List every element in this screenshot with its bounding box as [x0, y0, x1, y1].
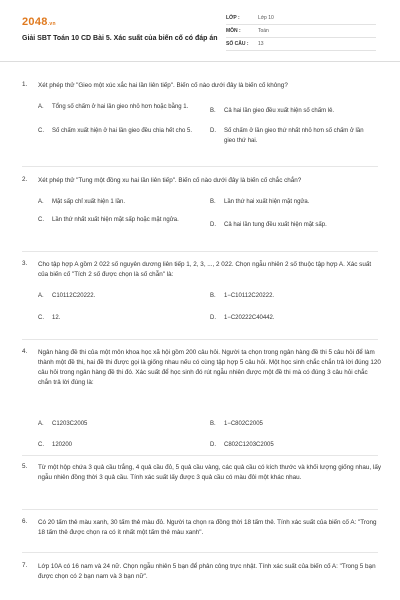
question-5: [22, 463, 382, 503]
question-number: 5.: [22, 463, 28, 470]
question-2: 2. Xét phép thử "Tung một đồng xu hai lần liên tiếp". Biến cố nào dưới đây là biến cố chắc chắn? A. Mặt sấp chỉ xuất hiện 1 lần. B. Lần thứ hai xuất hiện mặt ngửa. C. Lần thứ nhất xuất hiện mặt sấp hoặc mặt ngửa. D. Cả hai lần tung đều xuất hiện mặt sấp.: [22, 176, 382, 240]
divider: [22, 339, 378, 340]
meta-table: [226, 12, 376, 51]
divider: [22, 251, 378, 252]
question-number: 2.: [22, 176, 28, 183]
question-text: Xét phép thử "Gieo một xúc xắc hai lần liên tiếp". Biến cố nào dưới đây là biến cố không?: [38, 82, 288, 89]
meta-value: Toán: [258, 28, 269, 34]
question-text: Có 20 tấm thẻ màu xanh, 30 tấm thẻ màu đỏ. Người ta chọn ra đồng thời 18 tấm thẻ. Tính xác suất của biến cố A: "Trong 18 tấm thẻ được chọn ra có ít nhất một tấm thẻ màu xanh".: [38, 519, 377, 536]
meta-label: MÔN :: [226, 28, 241, 34]
site-logo[interactable]: 2048.vn: [22, 16, 56, 28]
divider: [22, 509, 378, 510]
question-number: 1.: [22, 81, 28, 88]
divider: [22, 552, 378, 553]
question-7: [22, 562, 382, 592]
question-1: 1. Xét phép thử "Gieo một xúc xắc hai lần liên tiếp". Biến cố nào dưới đây là biến cố không? A. Tổng số chấm ở hai lần gieo nhỏ hơn hoặc bằng 1. B. Cả hai lần gieo đều xuất hiện số chấm lẻ. C. Số chấm xuất hiện ở hai lần gieo đều chia hết cho 5. D. Số chấm ở lần gieo thứ nhất nhỏ hơn số chấm ở lần gieo thứ hai.: [22, 81, 382, 147]
question-text: Xét phép thử "Tung một đồng xu hai lần liên tiếp". Biến cố nào dưới đây là biến cố chắc chắn?: [38, 177, 302, 184]
question-number: 3.: [22, 260, 28, 267]
meta-row-class: [226, 12, 376, 25]
meta-label: LỚP :: [226, 15, 240, 21]
question-text: Ngân hàng đề thi của một môn khoa học xã hội gồm 200 câu hỏi. Người ta chọn trong ngân hàng đề thi 5 câu hỏi để làm thành một đề thi, hai đề thi được gọi là giống nhau nếu có cùng tập hợp 5 câu hỏi. Một học sinh chắc chắn trả lời đúng 120 câu hỏi trong ngân hàng đề thi đó. Xác suất để học sinh đó rút ngẫu nhiên được một đề thi mà có đúng 3 câu hỏi chắc chắn trả lời đúng là:: [38, 349, 381, 386]
question-3: 3. Cho tập hợp A gồm 2 022 số nguyên dương liên tiếp 1, 2, 3, ..., 2 022. Chọn ngẫu nhiên 2 số thuộc tập hợp A. Xác suất của biến cố "Tích 2 số được chọn là số chẵn" là: A. C10112C20222. B. 1−C10112C20222. C. 12. D. 1−C20222C40442.: [22, 260, 382, 330]
meta-value: Lớp 10: [258, 15, 274, 21]
document-header: [0, 0, 400, 62]
question-6: [22, 518, 382, 548]
question-4: 4. Ngân hàng đề thi của một môn khoa học xã hội gồm 200 câu hỏi. Người ta chọn trong ngân hàng đề thi 5 câu hỏi để làm thành một đề thi, hai đề thi được gọi là giống nhau nếu có cùng tập hợp 5 câu hỏi. Một học sinh chắc chắn trả lời đúng 120 câu hỏi trong ngân hàng đề thi đó. Xác suất để học sinh đó rút ngẫu nhiên được một đề thi mà có đúng 3 câu hỏi chắc chắn trả lời đúng là: A. C1203C2005 B. 1−C802C2005 C. 120200 D. C802C1203C2005: [22, 348, 381, 448]
meta-row-count: [226, 38, 376, 51]
question-text: Từ một hộp chứa 3 quả cầu trắng, 4 quả cầu đỏ, 5 quả cầu vàng, các quả cầu có kích thước và khối lượng giống nhau, lấy ngẫu nhiên đồng thời 3 quả cầu. Tính xác suất lấy được 3 quả cầu có màu đôi một khác nhau.: [38, 464, 381, 481]
question-number: 4.: [22, 348, 28, 355]
meta-label: SỐ CÂU :: [226, 41, 249, 47]
page-title: Giải SBT Toán 10 CD Bài 5. Xác suất của biến cố có đáp án: [22, 35, 218, 42]
divider: [22, 455, 378, 456]
question-text: Cho tập hợp A gồm 2 022 số nguyên dương liên tiếp 1, 2, 3, ..., 2 022. Chọn ngẫu nhiên 2 số thuộc tập hợp A. Xác suất của biến cố "Tích 2 số được chọn là số chẵn" là:: [38, 261, 372, 278]
meta-value: 13: [258, 41, 264, 47]
question-number: 7.: [22, 562, 28, 569]
divider: [22, 166, 378, 167]
question-text: Lớp 10A có 16 nam và 24 nữ. Chọn ngẫu nhiên 5 bạn để phân công trực nhật. Tính xác suất của biến cố A: "Trong 5 bạn được chọn có 2 bạn nam và 3 bạn nữ".: [38, 563, 376, 580]
question-number: 6.: [22, 518, 28, 525]
meta-row-subject: [226, 25, 376, 38]
